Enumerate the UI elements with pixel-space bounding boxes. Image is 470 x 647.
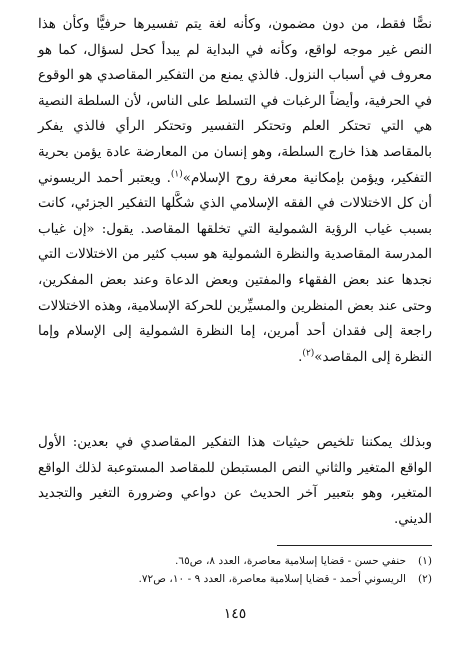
footnote-text: حنفي حسن - قضايا إسلامية معاصرة، العدد ٨، ص٦٥.	[175, 555, 406, 567]
footnote-marker: (٢)	[418, 573, 432, 585]
footnotes-list	[38, 552, 432, 588]
footnote-item	[38, 570, 432, 588]
footnote-text: الريسوني أحمد - قضايا إسلامية معاصرة، العدد ٩ - ١٠، ص٧٢.	[138, 573, 406, 585]
footnote-ref-1: (١)	[170, 169, 183, 180]
footnote-item	[38, 552, 432, 570]
footnote-marker: (١)	[418, 555, 432, 567]
footnote-separator	[277, 545, 432, 546]
body-paragraph-1	[38, 12, 432, 370]
paragraph-1-text-a: نصًّا فقط، من دون مضمون، وكأنه لغة يتم تفسيرها حرفيًّا وكأن هذا النص غير موجه لواقع، وكأنه في البداية لم يبدأ كحل لسؤال، كما هو معروف في أسباب النزول. فالذي يمنع من التفكير المقاصدي هو الوقوع في الحرفية، وأيضاً الرغبات في التسلط على الناس، لأن السلطة النصية هي التي تحتكر العلم وتحتكر التفسير وتحتكر الرأي فالذي يفكر بالمقاصد هذا خارج السلطة، وهو إنسان من المعارضة عادة يؤمن بحرية التفكير، ويؤمن بإمكانية معرفة روح الإسلام»	[38, 17, 432, 186]
page-number: ١٤٥	[223, 606, 247, 622]
paragraph-1-text-b: . ويعتبر أحمد الريسوني أن كل الاختلالات في الفقه الإسلامي الذي شكَّلها التفكير الجزئي، كانت بسبب غياب الرؤية الشمولية التي تخلقها المقاصد. يقول: «إن غياب المدرسة المقاصدية والنظرة الشمولية هو سبب كثير من الاختلالات التي نجدها عند بعض الفقهاء والمفتين وبعض الدعاة وعند بعض المفكرين، وحتى عند بعض المنظرين والمسيِّرين للحركة الإسلامية، وهذه الاختلالات راجعة إلى فقدان أحد أمرين، إما النظرة الشمولية إلى الإسلام وإما النظرة إلى المقاصد»	[38, 170, 432, 365]
footnote-ref-2: (٢)	[302, 348, 315, 359]
paragraph-1-end: .	[298, 349, 303, 365]
body-paragraph-2: وبذلك يمكننا تلخيص حيثيات هذا التفكير المقاصدي في بعدين: الأول الواقع المتغير والثاني النص المستبطن للمقاصد المستوعبة لذلك الواقع المتغير، وهو بتعبير آخر الحديث عن دواعي وضرورة التغير والتجديد الديني.	[38, 435, 432, 527]
